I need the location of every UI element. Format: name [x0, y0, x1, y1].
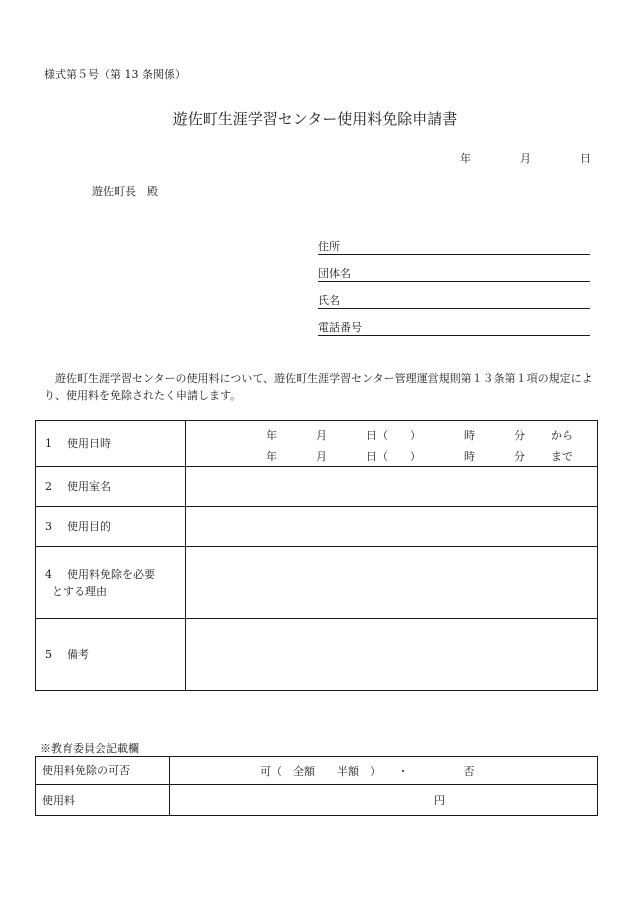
date-year-label: 年 — [460, 152, 471, 165]
phone-field[interactable] — [318, 319, 590, 336]
table-row — [36, 619, 598, 691]
address-field[interactable] — [318, 238, 590, 255]
table-row — [36, 757, 598, 785]
purpose-field[interactable] — [186, 507, 598, 547]
approval-field[interactable]: 可（ 全額 半額 ） ・ 否 — [170, 757, 598, 785]
row-number: 2 — [45, 480, 52, 493]
remarks-label: 備考 — [67, 648, 89, 661]
date-day-label: 日 — [580, 152, 591, 165]
date-month-label: 月 — [520, 152, 531, 165]
room-name-label: 使用室名 — [67, 480, 111, 493]
phone-label: 電話番号 — [318, 321, 362, 334]
form-number: 様式第５号（第 13 条関係） — [44, 68, 186, 81]
row-number: 1 — [45, 437, 52, 450]
purpose-label: 使用目的 — [67, 520, 111, 533]
until-label: まで — [551, 450, 573, 463]
start-year: 年 — [266, 429, 277, 442]
start-day: 日（ ） — [366, 429, 421, 442]
room-name-field[interactable] — [186, 467, 598, 507]
end-day: 日（ ） — [366, 450, 421, 463]
end-year: 年 — [266, 450, 277, 463]
row-label — [36, 421, 186, 467]
application-table — [35, 420, 598, 691]
row-label — [36, 507, 186, 547]
exemption-reason-label-cont: とする理由 — [52, 584, 107, 598]
row-number: 3 — [45, 520, 52, 533]
document-title: 遊佐町生涯学習センター使用料免除申請書 — [172, 110, 458, 128]
row-label — [36, 467, 186, 507]
start-minute: 分 — [514, 429, 525, 442]
row-number: 5 — [45, 648, 52, 661]
usage-datetime-field[interactable] — [186, 421, 598, 467]
start-month: 月 — [316, 429, 327, 442]
organization-label: 団体名 — [318, 267, 351, 280]
table-row — [36, 421, 598, 467]
committee-table — [35, 756, 598, 816]
end-hour: 時 — [464, 450, 475, 463]
address-label: 住所 — [318, 240, 340, 253]
addressee: 遊佐町長 殿 — [92, 185, 158, 198]
name-label: 氏名 — [318, 294, 340, 307]
row-number: 4 — [45, 567, 52, 581]
start-hour: 時 — [464, 429, 475, 442]
fee-field[interactable]: 円 — [170, 785, 598, 816]
approval-label: 使用料免除の可否 — [36, 757, 170, 785]
table-row — [36, 785, 598, 816]
datetime-start-line — [186, 427, 597, 441]
table-row — [36, 547, 598, 619]
usage-datetime-label: 使用日時 — [67, 437, 111, 450]
exemption-reason-label: 使用料免除を必要 — [67, 567, 155, 581]
name-field[interactable] — [318, 292, 590, 309]
committee-section-heading: ※教育委員会記載欄 — [40, 742, 139, 755]
row-label — [36, 619, 186, 691]
datetime-end-line — [186, 448, 597, 462]
remarks-field[interactable] — [186, 619, 598, 691]
from-label: から — [551, 429, 573, 442]
table-row — [36, 507, 598, 547]
organization-field[interactable] — [318, 265, 590, 282]
exemption-reason-field[interactable] — [186, 547, 598, 619]
end-month: 月 — [316, 450, 327, 463]
row-label — [36, 547, 186, 619]
request-statement: 遊佐町生涯学習センターの使用料について、遊佐町生涯学習センター管理運営規則第１３条第１項の規定により、使用料を免除されたく申請します。 — [44, 372, 593, 402]
table-row — [36, 467, 598, 507]
fee-label: 使用料 — [36, 785, 170, 816]
application-date — [0, 150, 630, 166]
end-minute: 分 — [514, 450, 525, 463]
